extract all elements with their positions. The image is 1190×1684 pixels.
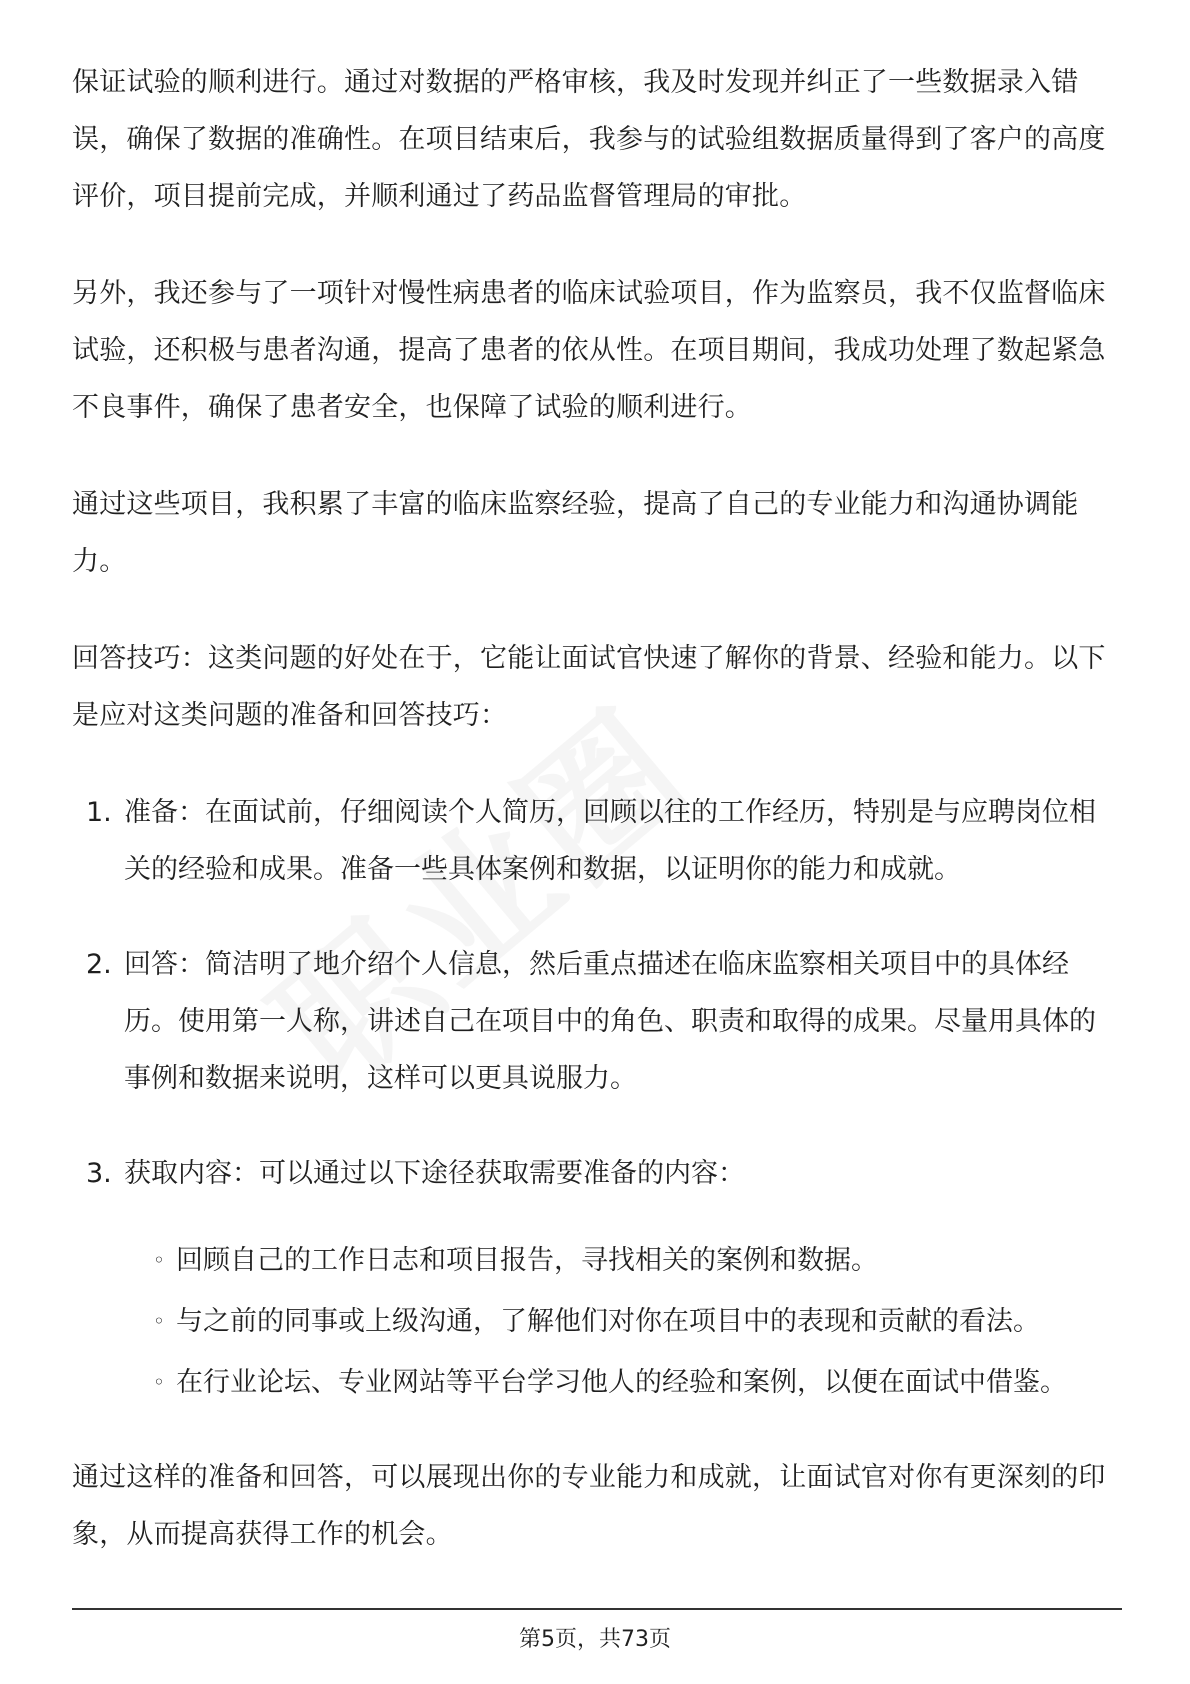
sublist-item: [124, 1232, 1122, 1289]
document-body: [72, 54, 1122, 1603]
list-item-prepare: [72, 784, 1122, 898]
sublist-item: [124, 1293, 1122, 1350]
list-item-text: 回答：简洁明了地介绍个人信息，然后重点描述在临床监察相关项目中的具体经历。使用第一人称，讲述自己在项目中的角色、职责和取得的成果。尽量用具体的事例和数据来说明，这样可以更具说服力。: [124, 949, 1096, 1094]
sublist-item-text: 在行业论坛、专业网站等平台学习他人的经验和案例，以便在面试中借鉴。: [176, 1367, 1067, 1398]
paragraph-chronic-trial: 另外，我还参与了一项针对慢性病患者的临床试验项目，作为监察员，我不仅监督临床试验，还积极与患者沟通，提高了患者的依从性。在项目期间，我成功处理了数起紧急不良事件，确保了患者安全，也保障了试验的顺利进行。: [72, 278, 1106, 423]
list-number: 1.: [86, 797, 112, 828]
paragraph-experience-summary: 通过这些项目，我积累了丰富的临床监察经验，提高了自己的专业能力和沟通协调能力。: [72, 489, 1079, 577]
paragraph-answer-tips: 回答技巧：这类问题的好处在于，它能让面试官快速了解你的背景、经验和能力。以下是应对这类问题的准备和回答技巧：: [72, 643, 1106, 731]
sublist-item-text: 回顾自己的工作日志和项目报告，寻找相关的案例和数据。: [176, 1245, 878, 1276]
list-item-gather-content: [72, 1145, 1122, 1411]
list-number: 3.: [86, 1158, 112, 1189]
footer-divider: [72, 1608, 1122, 1610]
sublist-item: [124, 1354, 1122, 1411]
content-source-list: [124, 1232, 1122, 1411]
hollow-bullet-icon: ◦: [153, 1248, 165, 1272]
page-number: 第5页，共73页: [519, 1627, 671, 1652]
hollow-bullet-icon: ◦: [153, 1309, 165, 1333]
tips-list: [72, 784, 1122, 1411]
hollow-bullet-icon: ◦: [153, 1370, 165, 1394]
list-item-text: 获取内容：可以通过以下途径获取需要准备的内容：: [124, 1158, 745, 1189]
sublist-item-text: 与之前的同事或上级沟通，了解他们对你在项目中的表现和贡献的看法。: [176, 1306, 1040, 1337]
list-number: 2.: [86, 949, 112, 980]
paragraph-data-review: 保证试验的顺利进行。通过对数据的严格审核，我及时发现并纠正了一些数据录入错误，确保了数据的准确性。在项目结束后，我参与的试验组数据质量得到了客户的高度评价，项目提前完成，并顺利通过了药品监督管理局的审批。: [72, 67, 1106, 212]
list-item-answer: [72, 936, 1122, 1107]
paragraph-closing: 通过这样的准备和回答，可以展现出你的专业能力和成就，让面试官对你有更深刻的印象，从而提高获得工作的机会。: [72, 1462, 1106, 1550]
list-item-text: 准备：在面试前，仔细阅读个人简历，回顾以往的工作经历，特别是与应聘岗位相关的经验和成果。准备一些具体案例和数据，以证明你的能力和成就。: [124, 797, 1096, 885]
